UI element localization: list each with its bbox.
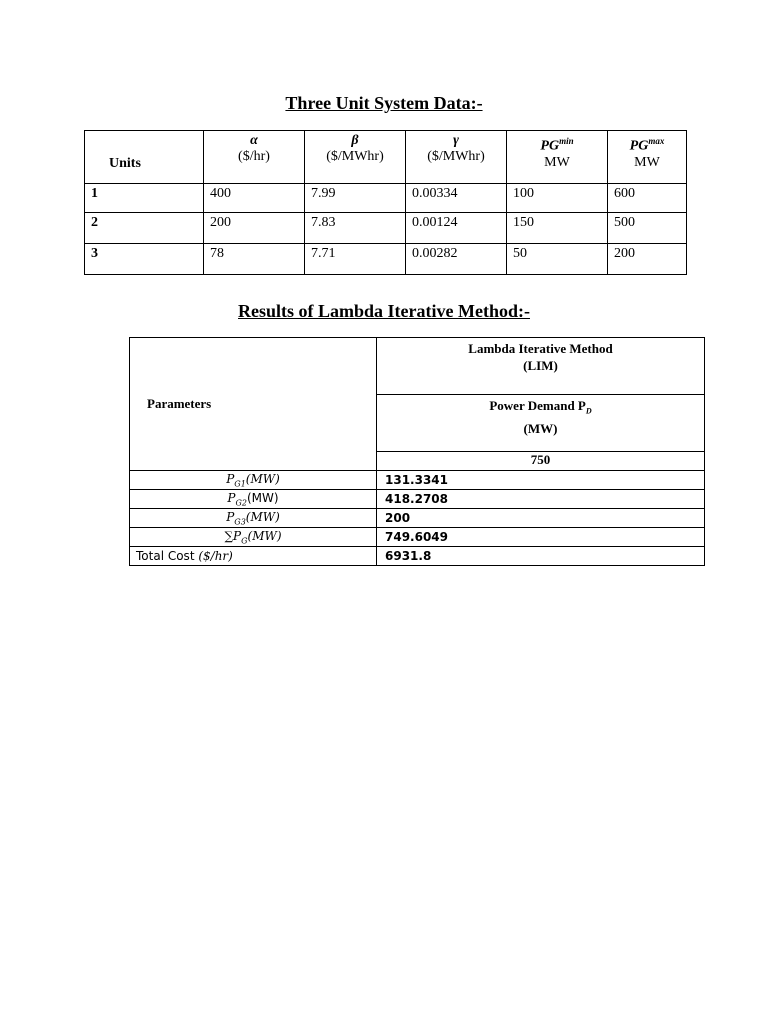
table-row	[130, 547, 705, 566]
table-row	[130, 509, 705, 528]
parameters-header: Parameters	[130, 338, 377, 471]
result-label: $P_{G3}(MW)$	[130, 509, 377, 528]
table-header-row	[85, 131, 687, 184]
result-value: 418.2708	[377, 490, 705, 509]
table-row: 3 78 7.71 0.00282 50 200	[85, 244, 687, 275]
table-row	[130, 471, 705, 490]
header-beta: β ($/MWhr)	[305, 131, 406, 184]
result-label: $P_{G2}(MW)$	[130, 490, 377, 509]
table-row	[130, 490, 705, 509]
results-title: Results of Lambda Iterative Method:-	[238, 301, 530, 321]
header-units: Units	[85, 131, 204, 184]
result-value: 749.6049	[377, 528, 705, 547]
system-data-title: Three Unit System Data:-	[285, 93, 483, 113]
results-table	[129, 337, 705, 566]
result-value: 6931.8	[377, 547, 705, 566]
header-pgmax: $PG^{max}$ MW	[608, 131, 687, 184]
table-row: 2 200 7.83 0.00124 150 500	[85, 213, 687, 244]
header-alpha: α ($/hr)	[204, 131, 305, 184]
table-row: 1 400 7.99 0.00334 100 600	[85, 184, 687, 213]
power-demand-header: Power Demand $P_D$ (MW)	[377, 395, 705, 452]
result-value: 131.3341	[377, 471, 705, 490]
result-label: $P_{G1}(MW)$	[130, 471, 377, 490]
results-header-row	[130, 338, 705, 395]
result-value: 200	[377, 509, 705, 528]
result-label: $\sum P_G(MW)$	[130, 528, 377, 547]
power-demand-value: 750	[377, 452, 705, 471]
header-gamma: γ ($/MWhr)	[406, 131, 507, 184]
header-pgmin: $PG^{min}$ MW	[507, 131, 608, 184]
table-row	[130, 528, 705, 547]
method-header: Lambda Iterative Method (LIM)	[377, 338, 705, 395]
system-data-table	[84, 130, 687, 275]
result-label: Total Cost ($/hr)	[130, 547, 377, 566]
